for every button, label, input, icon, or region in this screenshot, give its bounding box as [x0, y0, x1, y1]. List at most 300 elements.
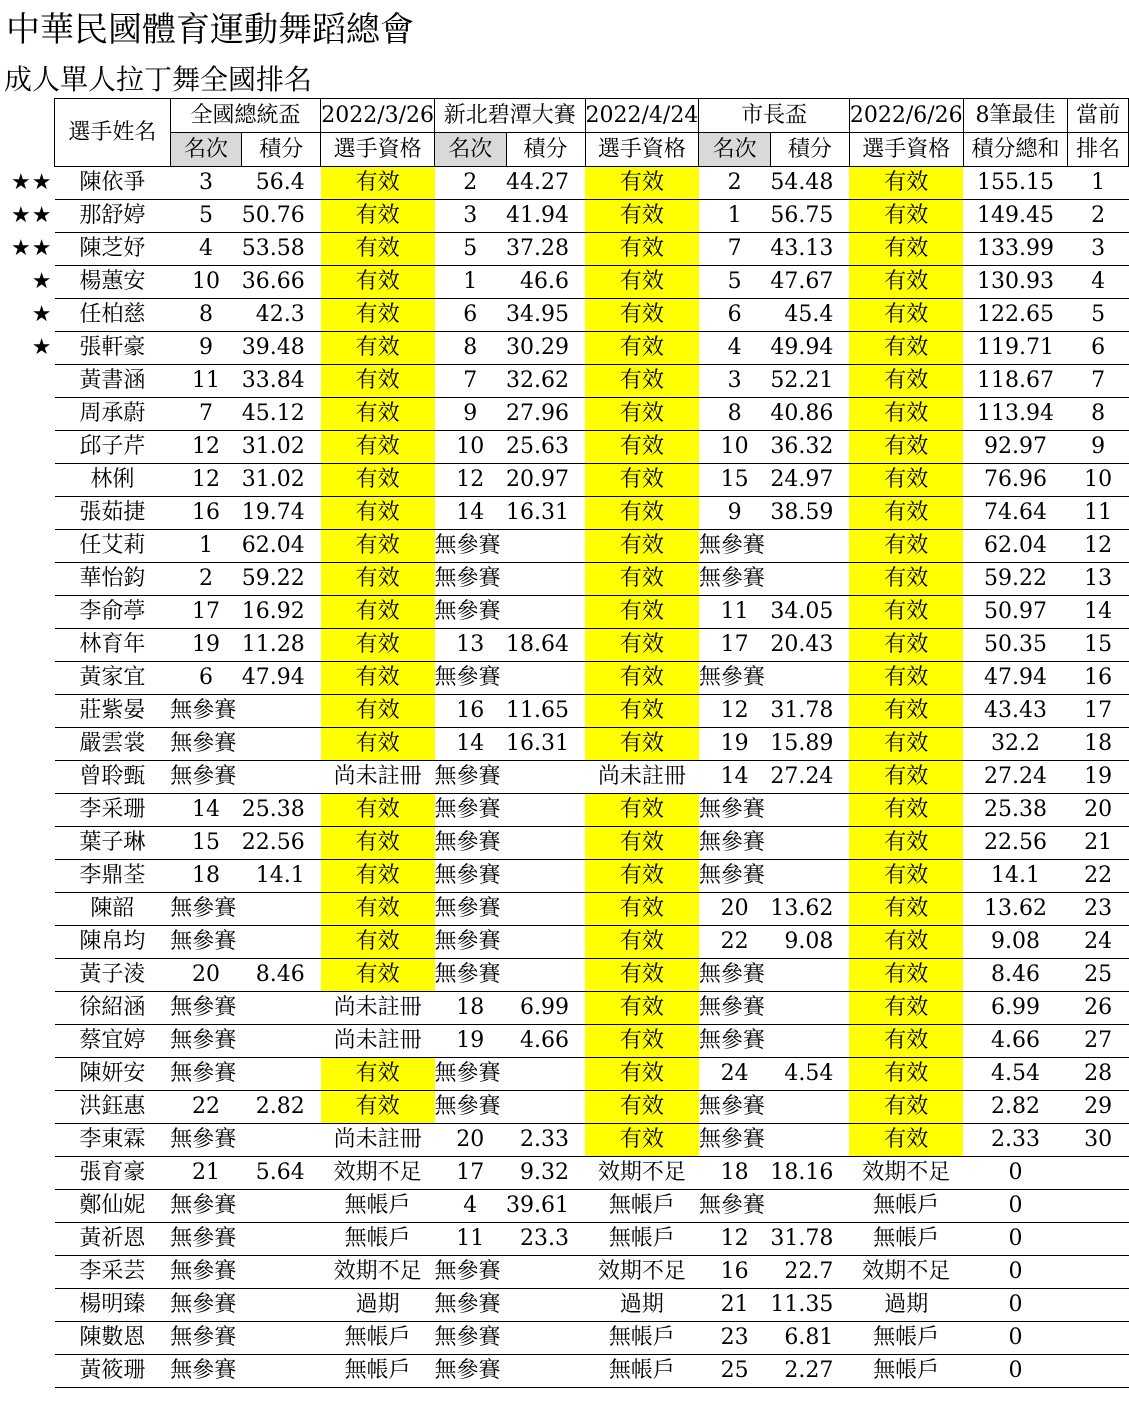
event-3-points — [770, 1190, 849, 1223]
event-2-points — [506, 1256, 585, 1289]
table-row — [55, 1289, 1129, 1322]
event-1-status: 有效 — [321, 695, 435, 728]
player-name: 莊紫晏 — [79, 698, 146, 723]
table-row — [55, 1058, 1129, 1091]
event-2-place: 無參賽 — [435, 1058, 507, 1091]
player-name: 楊明臻 — [79, 1292, 146, 1317]
event-3-status: 有效 — [849, 794, 963, 827]
player-name-cell — [55, 662, 171, 695]
event-2-points: 32.62 — [506, 365, 585, 398]
table-body — [11, 167, 1129, 1388]
event-1-points — [242, 728, 321, 761]
event-2-status: 過期 — [585, 1289, 699, 1322]
event-3-status: 有效 — [849, 827, 963, 860]
event-2-points — [506, 1322, 585, 1355]
player-name-cell — [31, 266, 171, 299]
player-name-cell — [55, 695, 171, 728]
event-2-points: 39.61 — [506, 1190, 585, 1223]
event-3-status: 有效 — [849, 332, 963, 365]
event-2-place: 無參賽 — [435, 761, 507, 794]
event-1-status: 有效 — [321, 497, 435, 530]
event-2-points: 44.27 — [506, 167, 585, 200]
event-3-status: 有效 — [849, 728, 963, 761]
event-1-points — [242, 1355, 321, 1388]
event-2-status: 有效 — [585, 167, 699, 200]
event-2-place: 無參賽 — [435, 563, 507, 596]
event-1-place: 17 — [170, 596, 242, 629]
current-rank: 4 — [1068, 266, 1129, 299]
player-name: 洪鈺惠 — [79, 1094, 146, 1119]
table-row — [55, 1223, 1129, 1256]
event-2-place: 20 — [435, 1124, 507, 1157]
event-3-place: 6 — [699, 299, 771, 332]
header-rank: 排名 — [1068, 133, 1129, 167]
table-row — [55, 398, 1129, 431]
table-row — [55, 497, 1129, 530]
event-2-status: 無帳戶 — [585, 1355, 699, 1388]
event-1-status: 有效 — [321, 464, 435, 497]
event-3-status: 有效 — [849, 563, 963, 596]
best-total: 43.43 — [963, 695, 1068, 728]
event-1-status: 有效 — [321, 167, 435, 200]
event-1-status: 有效 — [321, 629, 435, 662]
event-1-place: 15 — [170, 827, 242, 860]
header-event-1-name: 全國總統盃 — [170, 99, 321, 133]
best-total: 0 — [963, 1256, 1068, 1289]
event-3-points: 31.78 — [770, 695, 849, 728]
best-total: 22.56 — [963, 827, 1068, 860]
best-total: 6.99 — [963, 992, 1068, 1025]
header-points-1: 積分 — [242, 133, 321, 167]
event-1-points — [242, 1190, 321, 1223]
event-2-status: 有效 — [585, 662, 699, 695]
player-name-cell — [31, 299, 171, 332]
event-2-status: 有效 — [585, 629, 699, 662]
event-3-status: 有效 — [849, 1124, 963, 1157]
player-name: 周承蔚 — [79, 401, 146, 426]
player-name: 華怡鈞 — [79, 566, 146, 591]
event-1-status: 效期不足 — [321, 1157, 435, 1190]
event-3-status: 有效 — [849, 431, 963, 464]
event-3-points: 45.4 — [770, 299, 849, 332]
best-total: 50.35 — [963, 629, 1068, 662]
event-1-place: 22 — [170, 1091, 242, 1124]
event-1-points — [242, 761, 321, 794]
event-2-points: 16.31 — [506, 497, 585, 530]
player-name-cell — [55, 563, 171, 596]
event-3-points — [770, 827, 849, 860]
best-total: 14.1 — [963, 860, 1068, 893]
player-name: 李采珊 — [79, 797, 146, 822]
ranking-table — [11, 98, 1129, 1388]
player-name: 張育豪 — [79, 1160, 146, 1185]
event-3-status: 有效 — [849, 1091, 963, 1124]
player-name-cell — [11, 167, 171, 200]
event-1-points — [242, 1124, 321, 1157]
current-rank: 19 — [1068, 761, 1129, 794]
event-3-points: 2.27 — [770, 1355, 849, 1388]
header-name: 選手姓名 — [55, 99, 171, 167]
event-1-place: 無參賽 — [170, 1256, 242, 1289]
event-3-points — [770, 1124, 849, 1157]
event-1-status: 有效 — [321, 332, 435, 365]
event-3-place: 24 — [699, 1058, 771, 1091]
best-total: 122.65 — [963, 299, 1068, 332]
event-2-points — [506, 530, 585, 563]
event-2-points: 46.6 — [506, 266, 585, 299]
best-total: 4.54 — [963, 1058, 1068, 1091]
event-3-place: 18 — [699, 1157, 771, 1190]
event-2-place: 1 — [435, 266, 507, 299]
event-3-status: 有效 — [849, 266, 963, 299]
event-2-place: 19 — [435, 1025, 507, 1058]
event-2-place: 17 — [435, 1157, 507, 1190]
event-2-place: 14 — [435, 728, 507, 761]
event-3-place: 無參賽 — [699, 1124, 771, 1157]
event-3-status: 無帳戶 — [849, 1355, 963, 1388]
event-3-place: 2 — [699, 167, 771, 200]
event-1-status: 有效 — [321, 530, 435, 563]
event-3-status: 無帳戶 — [849, 1322, 963, 1355]
table-row — [55, 266, 1129, 299]
player-name: 任艾莉 — [79, 533, 146, 558]
current-rank: 17 — [1068, 695, 1129, 728]
event-3-place: 15 — [699, 464, 771, 497]
event-1-points: 31.02 — [242, 431, 321, 464]
event-1-status: 有效 — [321, 200, 435, 233]
event-1-place: 12 — [170, 464, 242, 497]
event-1-status: 有效 — [321, 596, 435, 629]
event-3-place: 12 — [699, 695, 771, 728]
event-2-status: 有效 — [585, 200, 699, 233]
header-event-1-date: 2022/3/26 — [321, 99, 435, 133]
star-icon: ★ — [31, 335, 53, 360]
event-2-points: 2.33 — [506, 1124, 585, 1157]
event-2-place: 7 — [435, 365, 507, 398]
event-2-status: 有效 — [585, 398, 699, 431]
event-1-place: 無參賽 — [170, 926, 242, 959]
event-2-status: 有效 — [585, 860, 699, 893]
event-3-status: 有效 — [849, 596, 963, 629]
event-2-status: 有效 — [585, 992, 699, 1025]
event-3-status: 效期不足 — [849, 1256, 963, 1289]
event-1-place: 18 — [170, 860, 242, 893]
player-name: 李鼎荃 — [79, 863, 146, 888]
event-2-status: 有效 — [585, 332, 699, 365]
event-3-place: 無參賽 — [699, 860, 771, 893]
player-name-cell — [11, 200, 171, 233]
star-icon: ★★ — [11, 203, 53, 228]
event-1-points: 47.94 — [242, 662, 321, 695]
current-rank — [1068, 1223, 1129, 1256]
event-2-place: 無參賽 — [435, 596, 507, 629]
event-2-points — [506, 926, 585, 959]
event-3-place: 無參賽 — [699, 1025, 771, 1058]
table-row — [55, 662, 1129, 695]
event-3-points: 36.32 — [770, 431, 849, 464]
event-1-status: 有效 — [321, 398, 435, 431]
header-place-3: 名次 — [699, 133, 771, 167]
event-1-place: 20 — [170, 959, 242, 992]
current-rank: 3 — [1068, 233, 1129, 266]
best-total: 32.2 — [963, 728, 1068, 761]
best-total: 4.66 — [963, 1025, 1068, 1058]
event-3-points: 34.05 — [770, 596, 849, 629]
event-1-points — [242, 1322, 321, 1355]
event-3-points: 6.81 — [770, 1322, 849, 1355]
event-1-place: 14 — [170, 794, 242, 827]
event-1-place: 無參賽 — [170, 1289, 242, 1322]
best-total: 9.08 — [963, 926, 1068, 959]
event-1-points: 16.92 — [242, 596, 321, 629]
header-event-3-date: 2022/6/26 — [849, 99, 963, 133]
header-points-3: 積分 — [770, 133, 849, 167]
event-1-status: 有效 — [321, 365, 435, 398]
player-name: 黃祈恩 — [79, 1226, 146, 1251]
event-1-place: 無參賽 — [170, 1223, 242, 1256]
event-1-points — [242, 926, 321, 959]
event-1-points: 22.56 — [242, 827, 321, 860]
player-name-cell — [55, 1091, 171, 1124]
event-3-points: 31.78 — [770, 1223, 849, 1256]
event-3-place: 25 — [699, 1355, 771, 1388]
event-1-points: 36.66 — [242, 266, 321, 299]
event-3-status: 無帳戶 — [849, 1223, 963, 1256]
player-name: 陳妍安 — [79, 1061, 146, 1086]
event-3-points: 43.13 — [770, 233, 849, 266]
event-3-place: 無參賽 — [699, 992, 771, 1025]
event-1-points — [242, 1058, 321, 1091]
table-row — [55, 233, 1129, 266]
event-2-place: 無參賽 — [435, 827, 507, 860]
table-row — [55, 530, 1129, 563]
event-2-points: 23.3 — [506, 1223, 585, 1256]
event-3-place: 10 — [699, 431, 771, 464]
event-2-points: 9.32 — [506, 1157, 585, 1190]
player-name-cell — [55, 1355, 171, 1388]
event-1-place: 無參賽 — [170, 992, 242, 1025]
current-rank: 23 — [1068, 893, 1129, 926]
event-2-status: 有效 — [585, 530, 699, 563]
event-3-place: 無參賽 — [699, 1190, 771, 1223]
event-3-status: 有效 — [849, 662, 963, 695]
event-3-status: 效期不足 — [849, 1157, 963, 1190]
header-status-2: 選手資格 — [585, 133, 699, 167]
event-1-place: 16 — [170, 497, 242, 530]
event-3-status: 有效 — [849, 959, 963, 992]
event-2-status: 有效 — [585, 959, 699, 992]
event-1-points: 31.02 — [242, 464, 321, 497]
current-rank: 30 — [1068, 1124, 1129, 1157]
event-1-points: 39.48 — [242, 332, 321, 365]
current-rank: 16 — [1068, 662, 1129, 695]
event-2-points: 37.28 — [506, 233, 585, 266]
event-1-place: 4 — [170, 233, 242, 266]
event-2-status: 效期不足 — [585, 1157, 699, 1190]
event-2-place: 11 — [435, 1223, 507, 1256]
event-2-place: 4 — [435, 1190, 507, 1223]
event-1-status: 過期 — [321, 1289, 435, 1322]
event-1-place: 8 — [170, 299, 242, 332]
event-2-place: 無參賽 — [435, 1289, 507, 1322]
table-row — [55, 827, 1129, 860]
event-1-points: 2.82 — [242, 1091, 321, 1124]
event-1-place: 無參賽 — [170, 893, 242, 926]
table-row — [55, 728, 1129, 761]
event-2-points: 11.65 — [506, 695, 585, 728]
best-total: 2.33 — [963, 1124, 1068, 1157]
event-2-status: 有效 — [585, 233, 699, 266]
event-2-points — [506, 1091, 585, 1124]
player-name-cell — [55, 992, 171, 1025]
event-3-points: 27.24 — [770, 761, 849, 794]
player-name: 張茹捷 — [79, 500, 146, 525]
player-name: 李俞葶 — [79, 599, 146, 624]
current-rank — [1068, 1322, 1129, 1355]
current-rank — [1068, 1190, 1129, 1223]
event-1-place: 6 — [170, 662, 242, 695]
player-name: 蔡宜婷 — [79, 1028, 146, 1053]
event-2-place: 10 — [435, 431, 507, 464]
player-name-cell — [31, 332, 171, 365]
best-total: 133.99 — [963, 233, 1068, 266]
event-2-points: 34.95 — [506, 299, 585, 332]
event-1-status: 有效 — [321, 893, 435, 926]
event-3-place: 8 — [699, 398, 771, 431]
event-2-points — [506, 794, 585, 827]
header-event-2-name: 新北碧潭大賽 — [435, 99, 586, 133]
event-3-place: 23 — [699, 1322, 771, 1355]
player-name-cell — [55, 959, 171, 992]
header-event-2-date: 2022/4/24 — [585, 99, 699, 133]
current-rank — [1068, 1289, 1129, 1322]
table-row — [55, 893, 1129, 926]
event-2-status: 無帳戶 — [585, 1190, 699, 1223]
event-2-place: 13 — [435, 629, 507, 662]
event-2-status: 有效 — [585, 827, 699, 860]
player-name-cell — [55, 596, 171, 629]
event-3-points: 49.94 — [770, 332, 849, 365]
player-name: 陳數恩 — [79, 1325, 146, 1350]
event-3-status: 有效 — [849, 365, 963, 398]
event-3-status: 有效 — [849, 464, 963, 497]
event-2-points — [506, 662, 585, 695]
player-name: 鄭仙妮 — [79, 1193, 146, 1218]
event-3-place: 21 — [699, 1289, 771, 1322]
player-name-cell — [55, 398, 171, 431]
best-total: 113.94 — [963, 398, 1068, 431]
event-1-place: 無參賽 — [170, 1190, 242, 1223]
player-name-cell — [55, 1058, 171, 1091]
event-1-points: 59.22 — [242, 563, 321, 596]
event-1-status: 尚未註冊 — [321, 992, 435, 1025]
header-status-1: 選手資格 — [321, 133, 435, 167]
event-2-status: 有效 — [585, 299, 699, 332]
event-1-place: 無參賽 — [170, 695, 242, 728]
event-2-place: 無參賽 — [435, 959, 507, 992]
player-name: 李采芸 — [79, 1259, 146, 1284]
page-subtitle: 成人單人拉丁舞全國排名 — [4, 63, 313, 96]
event-3-status: 有效 — [849, 761, 963, 794]
table-row — [55, 992, 1129, 1025]
best-total: 62.04 — [963, 530, 1068, 563]
player-name: 黃子淩 — [79, 962, 146, 987]
table-row — [55, 332, 1129, 365]
event-3-points: 24.97 — [770, 464, 849, 497]
event-2-status: 有效 — [585, 695, 699, 728]
table-row — [55, 1190, 1129, 1223]
event-2-points — [506, 893, 585, 926]
table-row — [55, 1256, 1129, 1289]
event-1-status: 尚未註冊 — [321, 761, 435, 794]
event-1-place: 9 — [170, 332, 242, 365]
event-2-status: 有效 — [585, 266, 699, 299]
current-rank: 5 — [1068, 299, 1129, 332]
event-1-points: 42.3 — [242, 299, 321, 332]
best-total: 0 — [963, 1157, 1068, 1190]
event-3-status: 無帳戶 — [849, 1190, 963, 1223]
event-1-status: 尚未註冊 — [321, 1124, 435, 1157]
event-3-points: 15.89 — [770, 728, 849, 761]
player-name-cell — [55, 1190, 171, 1223]
event-3-points — [770, 530, 849, 563]
player-name: 那舒婷 — [79, 203, 146, 228]
event-1-status: 有效 — [321, 860, 435, 893]
player-name-cell — [55, 464, 171, 497]
event-3-points — [770, 563, 849, 596]
event-2-place: 14 — [435, 497, 507, 530]
current-rank: 21 — [1068, 827, 1129, 860]
best-total: 92.97 — [963, 431, 1068, 464]
event-2-place: 2 — [435, 167, 507, 200]
current-rank: 10 — [1068, 464, 1129, 497]
event-1-points — [242, 1223, 321, 1256]
event-2-place: 5 — [435, 233, 507, 266]
event-1-points: 50.76 — [242, 200, 321, 233]
player-name: 楊蕙安 — [79, 269, 146, 294]
event-2-status: 無帳戶 — [585, 1322, 699, 1355]
best-total: 155.15 — [963, 167, 1068, 200]
event-1-place: 10 — [170, 266, 242, 299]
event-3-points: 40.86 — [770, 398, 849, 431]
event-2-status: 有效 — [585, 563, 699, 596]
event-1-points — [242, 893, 321, 926]
header-status-3: 選手資格 — [849, 133, 963, 167]
best-total: 130.93 — [963, 266, 1068, 299]
player-name-cell — [55, 926, 171, 959]
table-row — [55, 794, 1129, 827]
event-1-points — [242, 1289, 321, 1322]
event-2-status: 有效 — [585, 1058, 699, 1091]
header-best: 8筆最佳 — [963, 99, 1068, 133]
best-total: 149.45 — [963, 200, 1068, 233]
best-total: 59.22 — [963, 563, 1068, 596]
player-name: 邱子芹 — [79, 434, 146, 459]
event-1-points: 62.04 — [242, 530, 321, 563]
current-rank: 6 — [1068, 332, 1129, 365]
current-rank: 24 — [1068, 926, 1129, 959]
event-2-place: 無參賽 — [435, 1322, 507, 1355]
player-name-cell — [55, 761, 171, 794]
player-name: 嚴雲裳 — [79, 731, 146, 756]
event-2-status: 有效 — [585, 365, 699, 398]
event-2-place: 無參賽 — [435, 794, 507, 827]
table-row — [55, 167, 1129, 200]
event-2-points — [506, 827, 585, 860]
event-1-place: 7 — [170, 398, 242, 431]
player-name: 黃家宜 — [79, 665, 146, 690]
star-icon: ★ — [31, 269, 53, 294]
